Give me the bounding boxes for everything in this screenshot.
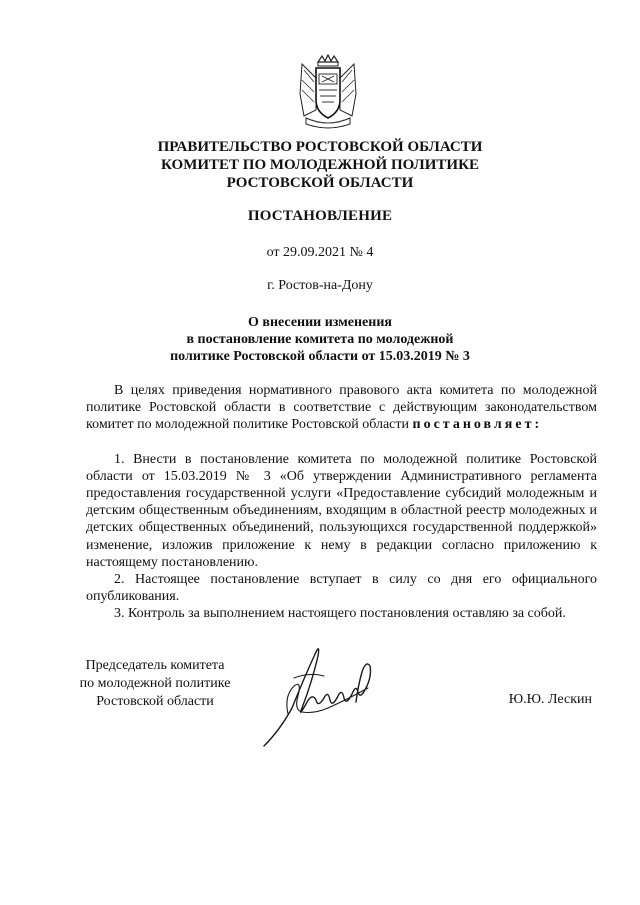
signer-title: [60, 657, 250, 711]
document-type: ПОСТАНОВЛЕНИЕ: [247, 208, 393, 224]
handwritten-signature: [258, 638, 378, 750]
document-body: [86, 382, 597, 623]
preamble-paragraph: [86, 382, 597, 434]
signer-title-line-3: Ростовской области: [96, 694, 214, 709]
document-date-number: от 29.09.2021 № 4: [266, 245, 374, 260]
document-subject: [0, 314, 640, 365]
item-1-paragraph: 1. Внести в постановление комитета по молодежной политике Ростовской области от 15.03.2019 № 3 «Об утверждении Административного регламента предоставления государственной услуги «Предоставление субсидий молодежным и детским общественным объединениям, входящим в областной реестр молодежных и детских общественных объединений, пользующихся государственной поддержкой» изменение, изложив приложение к нему в редакции согласно приложению к настоящему постановлению.: [86, 451, 597, 570]
document-city: г. Ростов-на-Дону: [267, 278, 373, 293]
subject-line-1: О внесении изменения: [248, 315, 392, 330]
coat-of-arms-icon: [296, 54, 360, 130]
org-line-1: ПРАВИТЕЛЬСТВО РОСТОВСКОЙ ОБЛАСТИ: [157, 139, 483, 155]
org-line-2: КОМИТЕТ ПО МОЛОДЕЖНОЙ ПОЛИТИКЕ: [161, 157, 479, 173]
signer-title-line-2: по молодежной политике: [79, 676, 231, 691]
org-line-3: РОСТОВСКОЙ ОБЛАСТИ: [226, 175, 414, 191]
issuing-authority: [0, 138, 640, 192]
resolves-word: постановляет:: [412, 417, 543, 433]
signer-name: Ю.Ю. Лескин: [508, 692, 592, 707]
signer-title-line-1: Председатель комитета: [85, 658, 225, 673]
subject-line-3: политике Ростовской области от 15.03.2019 № 3: [170, 349, 470, 364]
subject-line-2: в постановление комитета по молодежной: [186, 332, 454, 347]
item-3-paragraph: 3. Контроль за выполнением настоящего постановления оставляю за собой.: [114, 606, 566, 622]
item-2-paragraph: 2. Настоящее постановление вступает в силу со дня его официального опубликования.: [86, 572, 597, 605]
preamble-text: В целях приведения нормативного правового акта комитета по молодежной политике Ростовской области в соответствие с действующим законодательством комитет по молодежной политике Ростовской области: [86, 383, 597, 433]
